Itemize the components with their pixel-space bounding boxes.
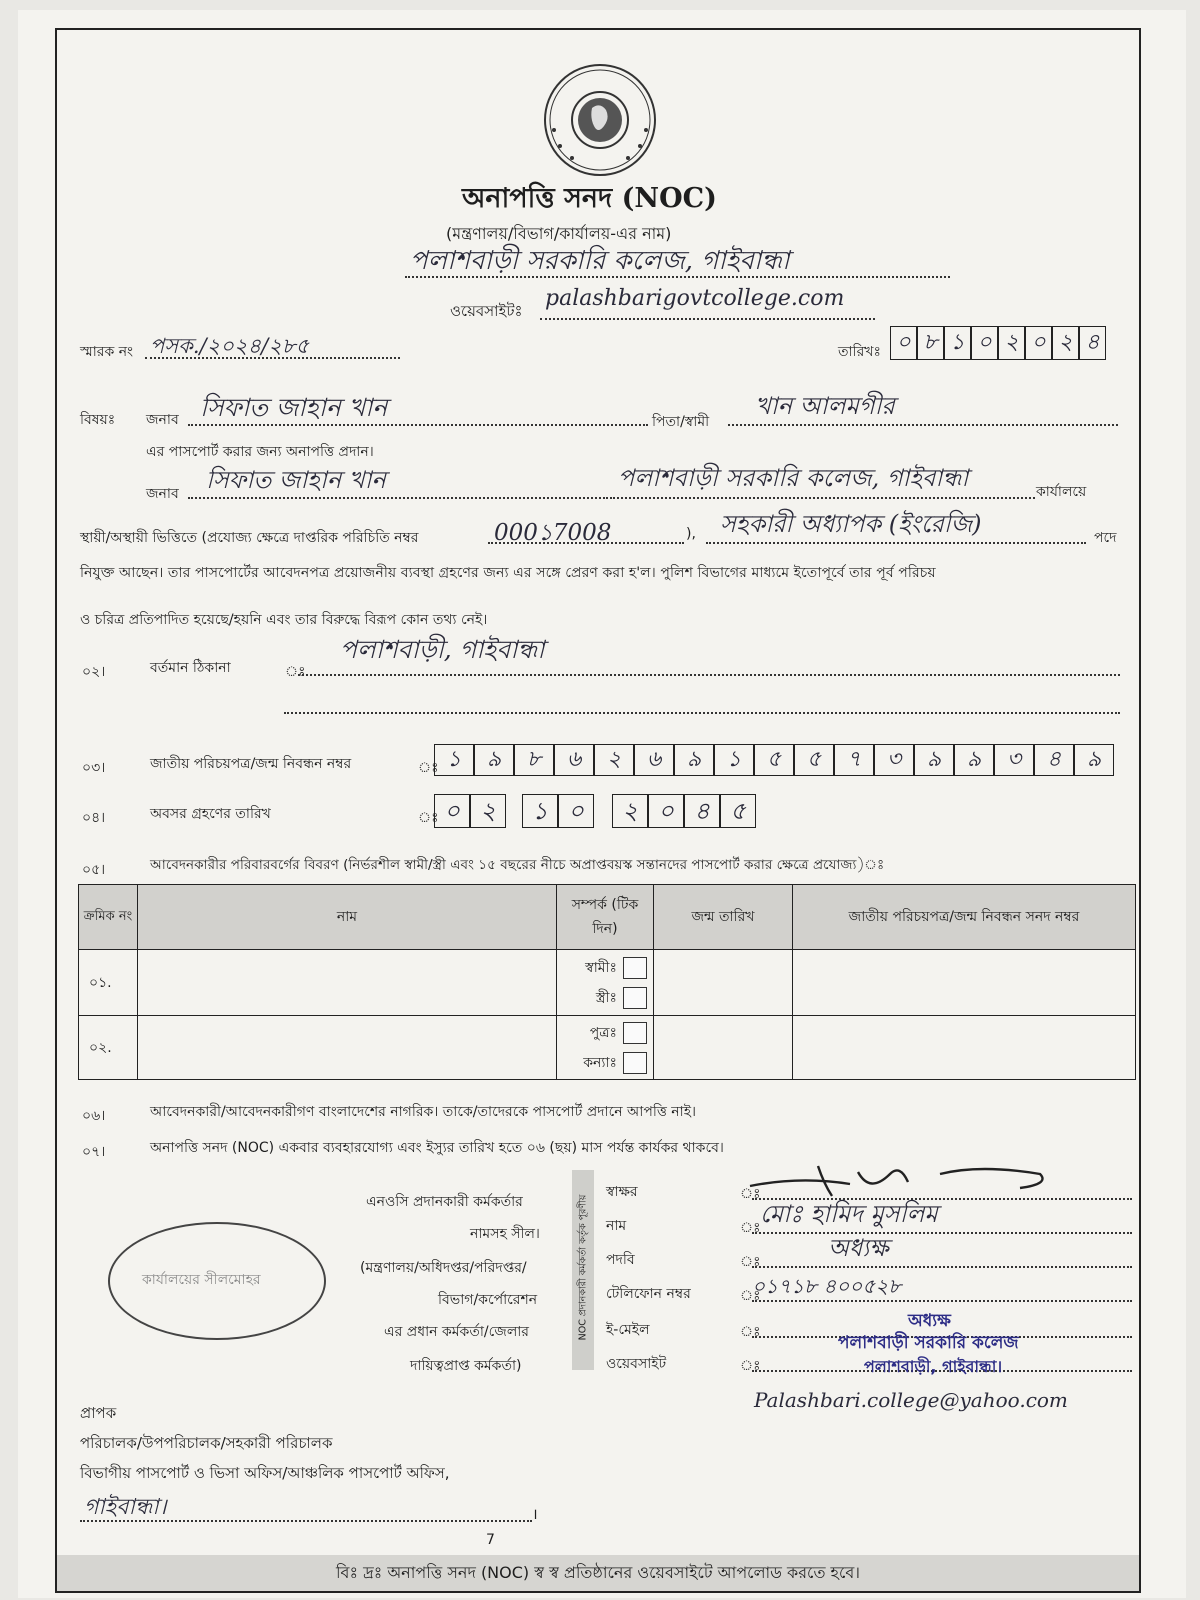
- date-digit: ৪: [1079, 326, 1106, 360]
- subject-name-value: সিফাত জাহান খান: [200, 393, 388, 422]
- page-title: অনাপত্তি সনদ (NOC): [462, 183, 717, 214]
- header-birth-date: জন্ম তারিখ: [654, 885, 793, 950]
- nid-digit: ৩: [994, 744, 1034, 776]
- officer-desc: এনওসি প্রদানকারী কর্মকর্তার: [366, 1194, 523, 1210]
- field-label-website: ওয়েবসাইট: [606, 1356, 667, 1372]
- website-label: ওয়েবসাইটঃ: [450, 302, 523, 320]
- address-line-2: [284, 712, 1120, 714]
- relation-checkbox[interactable]: [623, 1052, 647, 1074]
- nid-digit: ৯: [954, 744, 994, 776]
- row-nid-cell[interactable]: [793, 950, 1136, 1016]
- retire-digit: ০: [558, 794, 594, 828]
- retire-digit: ২: [470, 794, 506, 828]
- close-paren: ),: [686, 526, 696, 542]
- retire-digit: ৫: [720, 794, 756, 828]
- nid-digit: ৯: [1074, 744, 1114, 776]
- stamp-college: পলাশবাড়ী সরকারি কলেজ: [838, 1333, 1019, 1353]
- relation-checkbox[interactable]: [623, 1022, 647, 1044]
- retire-year-boxes: [612, 794, 756, 828]
- row-name-cell[interactable]: [138, 1016, 557, 1080]
- stamp-place: পলাশবাড়ী, গাইবান্ধা।: [864, 1357, 1003, 1376]
- designation-value: সহকারী অধ্যাপক (ইংরেজি): [720, 510, 982, 538]
- date-label: তারিখঃ: [838, 344, 881, 360]
- relation-checkbox[interactable]: [623, 987, 647, 1009]
- body-line-4: ও চরিত্র প্রতিপাদিত হয়েছে/হয়নি এবং তার বিরুদ্ধে বিরূপ কোন তথ্য নেই।: [80, 612, 488, 628]
- relation-cell: [557, 950, 654, 1016]
- nid-digit: ২: [594, 744, 634, 776]
- address-value: পলাশবাড়ী, গাইবান্ধা: [340, 635, 545, 664]
- field-label-email: ই-মেইল: [606, 1322, 650, 1338]
- relation-checkbox[interactable]: [623, 957, 647, 979]
- nid-digit: ৩: [874, 744, 914, 776]
- officer-designation-value: অধ্যক্ষ: [828, 1234, 889, 1262]
- stamp-designation: অধ্যক্ষ: [908, 1311, 951, 1331]
- date-digit: ০: [971, 326, 998, 360]
- field-label-designation: পদবি: [606, 1252, 635, 1268]
- retire-day-boxes: [434, 794, 506, 828]
- retire-month-boxes: [522, 794, 594, 828]
- nid-digit: ৯: [474, 744, 514, 776]
- retire-digit: ১: [522, 794, 558, 828]
- date-digit: ২: [1052, 326, 1079, 360]
- item-06-text: আবেদনকারী/আবেদনকারীগণ বাংলাদেশের নাগরিক। তাকে/তাদেরকে পাসপোর্ট প্রদানে আপত্তি নাই।: [150, 1104, 697, 1120]
- signature-scribble: [740, 1154, 1060, 1200]
- nid-digit: ১: [714, 744, 754, 776]
- subject-label: বিষয়ঃ: [80, 412, 116, 428]
- noc-vertical-text: NOC প্রদানকারী কর্মকর্তা কর্তৃক পূরণীয়: [577, 1194, 589, 1341]
- officer-desc: বিভাগ/কর্পোরেশন: [438, 1292, 538, 1308]
- family-table: [78, 884, 1136, 1080]
- item-03-label: জাতীয় পরিচয়পত্র/জন্ম নিবন্ধন নম্বর: [150, 756, 352, 772]
- table-row: [79, 1016, 1136, 1080]
- nid-digit: ৮: [514, 744, 554, 776]
- field-colon: ঃ: [740, 1220, 761, 1236]
- nid-digit: ৫: [754, 744, 794, 776]
- nid-digit: ৬: [554, 744, 594, 776]
- officer-phone-value: ০১৭১৮ ৪০০৫২৮: [752, 1274, 902, 1298]
- id-value: 000১7008: [494, 520, 612, 546]
- nid-digit: ৬: [634, 744, 674, 776]
- retire-digit: ০: [434, 794, 470, 828]
- officer-name-value: মোঃ হামিদ মুসলিম: [760, 1200, 938, 1228]
- date-boxes: [890, 326, 1106, 360]
- header-nid: জাতীয় পরিচয়পত্র/জন্ম নিবন্ধন সনদ নম্বর: [793, 885, 1136, 950]
- nid-digit: ৫: [794, 744, 834, 776]
- item-06-number: ০৬।: [82, 1108, 106, 1124]
- item-05-text: আবেদনকারীর পরিবারবর্গের বিবরণ (নির্ভরশীল স্বামী/স্ত্রী এবং ১৫ বছরের নীচে অপ্রাপ্তবয়স্ক সন্তানদের পাসপোর্ট করার ক্ষেত্রে প্রযোজ্য)ঃ: [150, 857, 885, 873]
- office-suffix: কার্যালয়ে: [1036, 484, 1087, 500]
- retire-digit: ৪: [684, 794, 720, 828]
- date-digit: ০: [890, 326, 917, 360]
- row-serial: ০২.: [79, 1016, 138, 1080]
- header-relation: সম্পর্ক (টিক দিন): [557, 885, 654, 950]
- relation-label: পুত্রঃ: [589, 1024, 617, 1041]
- retire-digit: ২: [612, 794, 648, 828]
- father-value: খান আলমগীর: [755, 392, 895, 420]
- officer-desc: নামসহ সীল।: [470, 1226, 540, 1242]
- item-02-colon: ঃ: [285, 664, 306, 680]
- relation-label: স্বামীঃ: [585, 959, 617, 976]
- officer-desc: দায়িত্বপ্রাপ্ত কর্মকর্তা): [410, 1358, 522, 1374]
- body-office-value: পলাশবাড়ী সরকারি কলেজ, গাইবান্ধা: [618, 464, 969, 492]
- field-colon: ঃ: [740, 1288, 761, 1304]
- office-name-value: পলাশবাড়ী সরকারি কলেজ, গাইবান্ধা: [410, 246, 790, 276]
- relation-label: কন্যাঃ: [583, 1054, 617, 1071]
- recipient-line-2: বিভাগীয় পাসপোর্ট ও ভিসা অফিস/আঞ্চলিক পাসপোর্ট অফিস,: [80, 1464, 450, 1482]
- item-02-label: বর্তমান ঠিকানা: [150, 660, 231, 676]
- recipient-label: প্রাপক: [80, 1404, 117, 1422]
- subject-mr-label: জনাব: [146, 412, 179, 428]
- date-digit: ৮: [917, 326, 944, 360]
- website-line: [540, 318, 875, 320]
- date-digit: ১: [944, 326, 971, 360]
- row-nid-cell[interactable]: [793, 1016, 1136, 1080]
- item-05-number: ০৫।: [82, 862, 106, 878]
- government-seal-icon: [540, 60, 660, 180]
- nid-digit: ৭: [834, 744, 874, 776]
- body-line-3: নিযুক্ত আছেন। তার পাসপোর্টের আবেদনপত্র প্রয়োজনীয় ব্যবস্থা গ্রহণের জন্য এর সঙ্গে প্রেরণ করা হ'ল। পুলিশ বিভাগের মাধ্যমে ইতোপূর্বে তার পূর্ব পরিচয়: [80, 565, 936, 581]
- basis-text: স্থায়ী/অস্থায়ী ভিত্তিতে (প্রযোজ্য ক্ষেত্রে দাপ্তরিক পরিচিতি নম্বর: [80, 530, 419, 546]
- nid-digit: ৪: [1034, 744, 1074, 776]
- office-seal-label: কার্যালয়ের সীলমোহর: [142, 1272, 261, 1288]
- subject-passport-line: এর পাসপোর্ট করার জন্য অনাপত্তি প্রদান।: [146, 444, 374, 460]
- item-04-number: ০৪।: [82, 810, 106, 826]
- ministry-subtitle: (মন্ত্রণালয়/বিভাগ/কার্যালয়-এর নাম): [446, 224, 672, 243]
- item-07-text: অনাপত্তি সনদ (NOC) একবার ব্যবহারযোগ্য এবং ইস্যুর তারিখ হতে ০৬ (ছয়) মাস পর্যন্ত কার্যকর থাকবে।: [150, 1140, 724, 1156]
- officer-desc: এর প্রধান কর্মকর্তা/জেলার: [384, 1324, 530, 1340]
- row-name-cell[interactable]: [138, 950, 557, 1016]
- table-header-row: [79, 885, 1136, 950]
- relation-cell: [557, 1016, 654, 1080]
- post-suffix: পদে: [1094, 530, 1117, 546]
- date-digit: ০: [1025, 326, 1052, 360]
- item-04-label: অবসর গ্রহণের তারিখ: [150, 806, 271, 822]
- recipient-line-1: পরিচালক/উপপরিচালক/সহকারী পরিচালক: [80, 1434, 333, 1452]
- nid-digit: ১: [434, 744, 474, 776]
- item-03-colon: ঃ: [418, 760, 439, 776]
- nid-digit: ৯: [674, 744, 714, 776]
- field-label-phone: টেলিফোন নম্বর: [606, 1286, 691, 1302]
- page-number: 7: [486, 1532, 495, 1548]
- date-digit: ২: [998, 326, 1025, 360]
- website-value: palashbarigovtcollege.com: [545, 286, 845, 311]
- memo-value: পসক./২০২৪/২৮৫: [150, 334, 310, 358]
- address-line-1: [298, 674, 1120, 676]
- header-serial: ক্রমিক নং: [79, 885, 138, 950]
- field-colon: ঃ: [740, 1186, 761, 1202]
- row-birth-date-cell[interactable]: [654, 1016, 793, 1080]
- nid-digit: ৯: [914, 744, 954, 776]
- field-colon: ঃ: [740, 1254, 761, 1270]
- noc-vertical-bar: [572, 1170, 594, 1370]
- memo-label: স্মারক নং: [80, 344, 134, 360]
- officer-email-value: Palashbari.college@yahoo.com: [754, 1388, 1068, 1412]
- nid-boxes: [434, 744, 1114, 776]
- footer-note: বিঃ দ্রঃ অনাপত্তি সনদ (NOC) স্ব স্ব প্রতিষ্ঠানের ওয়েবসাইটে আপলোড করতে হবে।: [57, 1555, 1139, 1591]
- field-label-signature: স্বাক্ষর: [606, 1184, 638, 1200]
- item-02-number: ০২।: [82, 664, 106, 680]
- retire-digit: ০: [648, 794, 684, 828]
- field-label-name: নাম: [606, 1218, 627, 1234]
- field-colon: ঃ: [740, 1324, 761, 1340]
- field-colon: ঃ: [740, 1358, 761, 1374]
- item-07-number: ০৭।: [82, 1144, 106, 1160]
- table-row: [79, 950, 1136, 1016]
- body-mr-label: জনাব: [146, 486, 179, 502]
- officer-desc: (মন্ত্রণালয়/অধিদপ্তর/পরিদপ্তর/: [360, 1260, 527, 1276]
- item-03-number: ০৩।: [82, 760, 106, 776]
- body-name-value: সিফাত জাহান খান: [206, 466, 386, 494]
- row-serial: ০১.: [79, 950, 138, 1016]
- row-birth-date-cell[interactable]: [654, 950, 793, 1016]
- recipient-city-value: গাইবান্ধা।: [84, 1495, 167, 1520]
- header-name: নাম: [138, 885, 557, 950]
- designation-field-line: [752, 1266, 1132, 1268]
- relation-label: স্ত্রীঃ: [595, 989, 617, 1006]
- item-04-colon: ঃ: [418, 810, 439, 826]
- recipient-end: ।: [532, 1505, 538, 1523]
- father-label: পিতা/স্বামী: [652, 414, 710, 430]
